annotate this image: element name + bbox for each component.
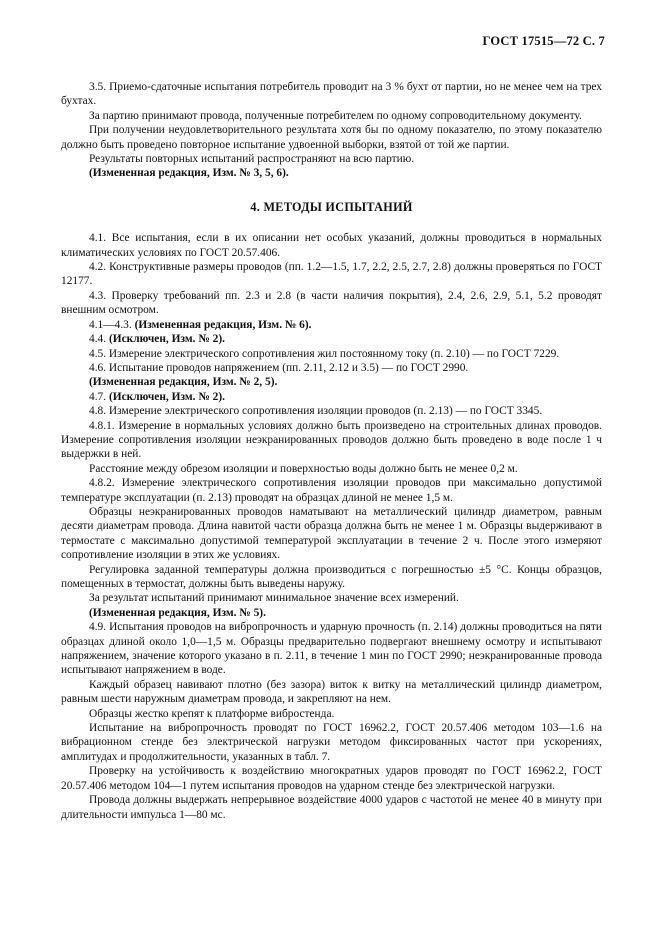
paragraph-4-3: 4.3. Проверку требований пп. 2.3 и 2.8 (в части наличия покрытия), 2.4, 2.6, 2.9, 5.1, 5.2 проводят внешним осмотром. (61, 289, 602, 317)
edition-note-5 (61, 606, 602, 620)
paragraph-4-8-1: 4.8.1. Измерение в нормальных условиях должно быть произведено на строительных длинах проводов. Измерение сопротивления изоляции неэкранированных проводов должно быть проведено в воде после 1 ч выдержки в ней. (61, 419, 602, 461)
excluded-note: (Исключен, Изм. № 2). (108, 390, 225, 403)
section-title: 4. МЕТОДЫ ИСПЫТАНИЙ (250, 199, 413, 214)
paragraph-4-1: 4.1. Все испытания, если в их описании нет особых указаний, должны проводиться в нормальных климатических условиях по ГОСТ 20.57.406. (61, 232, 602, 259)
paragraph-4-1-4-3-edit (61, 318, 602, 332)
paragraph-4-8: 4.8. Измерение электрического сопротивления изоляции проводов (п. 2.13) — по ГОСТ 3345. (89, 405, 543, 418)
clause-number: 4.7. (89, 390, 107, 403)
paragraph-samples: Образцы неэкранированных проводов наматывают на металлический цилиндр диаметром, равным десяти диаметрам провода. Длина навитой части образца должна быть не менее 1 м. Образцы выдерживают в термостате с максимально допустимой температурой эксплуатации в течение 2 ч. После этого измеряют сопротивление изоляции в этих же условиях. (61, 505, 602, 562)
edition-note-text: (Измененная редакция, Изм. № 2, 5). (89, 376, 278, 389)
paragraph-4-9: 4.9. Испытания проводов на вибропрочность и ударную прочность (п. 2.14) должны проводиться на пяти образцах длиной около 1,0—1,5 м. Образцы предварительно подвергают внешнему осмотру и испытывают напряжением, значение которого указано в п. 2.11, в течение 1 мин по ГОСТ 2990; неэкранированные провода испытывают напряжением в воде. (61, 621, 602, 677)
edition-note-text: (Измененная редакция, Изм. № 3, 5, 6). (89, 167, 289, 180)
paragraph-minimum: За результат испытаний принимают минимальное значение всех измерений. (89, 592, 459, 605)
paragraph-impact-test: Проверку на устойчивость к воздействию многократных ударов проводят по ГОСТ 16962.2, ГОСТ 20.57.406 методом 104—1 путем испытания проводов на ударном стенде без электрической нагрузки. (61, 765, 602, 792)
edition-note: (Измененная редакция, Изм. № 6). (134, 318, 312, 331)
paragraph-4-4 (61, 332, 602, 346)
page-header: ГОСТ 17515—72 С. 7 (482, 34, 605, 48)
edition-note-text: (Измененная редакция, Изм. № 5). (89, 606, 266, 619)
paragraph-fixing: Образцы жестко крепят к платформе вибростенда. (89, 707, 335, 720)
paragraph-distance: Расстояние между обрезом изоляции и поверхностью воды должно быть не менее 0,2 м. (89, 462, 518, 475)
paragraph-4-6: 4.6. Испытание проводов напряжением (пп. 2.11, 2.12 и 3.5) — по ГОСТ 2990. (89, 361, 469, 374)
paragraph-unsatisfactory: При получении неудовлетворительного результата хотя бы по одному показателю, по этому показателю должно быть проведено повторное испытание удвоенной выборки, взятой от той же партии. (61, 124, 602, 151)
paragraph-vibration-test: Испытание на вибропрочность проводят по ГОСТ 16962.2, ГОСТ 20.57.406 методом 103—1.6 на вибрационном стенде без электрической нагрузки методом фиксированных частот при ускорениях, амплитудах и продолжительности, указанных в табл. 7. (61, 722, 602, 763)
paragraph-3-5: 3.5. Приемо-сдаточные испытания потребитель проводит на 3 % бухт от партии, но не менее чем на трех бухтах. (61, 81, 602, 108)
edition-note-2-5 (61, 375, 602, 389)
paragraph-regulation: Регулировка заданной температуры должна производиться с погрешностью ±5 °С. Концы образцов, помещенных в термостат, должны быть выведены наружу. (61, 563, 602, 590)
paragraph-withstand: Провода должны выдержать непрерывное воздействие 4000 ударов с частотой не менее 40 в минуту при длительности импульса 1—80 мс. (61, 794, 602, 821)
paragraph-4-5: 4.5. Измерение электрического сопротивления жил постоянному току (п. 2.10) — по ГОСТ 7229. (89, 347, 560, 360)
document-body (61, 80, 602, 822)
paragraph-repeat-results: Результаты повторных испытаний распространяют на всю партию. (89, 153, 415, 166)
paragraph-4-2: 4.2. Конструктивные размеры проводов (пп. 1.2—1.5, 1.7, 2.2, 2.5, 2.7, 2.8) должны проверяться по ГОСТ 12177. (61, 261, 602, 288)
paragraph-batch: За партию принимают провода, полученные потребителем по одному сопроводительному документу. (89, 109, 582, 122)
paragraph-4-7 (61, 390, 602, 404)
excluded-note: (Исключен, Изм. № 2). (108, 333, 225, 346)
paragraph-4-8-2: 4.8.2. Измерение электрического сопротивления изоляции проводов при максимально допустимой температуре эксплуатации (п. 2.13) проводят на образцах длиной не менее 1,5 м. (61, 477, 602, 504)
paragraph-winding: Каждый образец навивают плотно (без зазора) виток к витку на металлический цилиндр диаметром, равным шести наружным диаметрам провода, и закрепляют на нем. (61, 678, 602, 706)
edition-note-3-5-6 (61, 166, 602, 180)
clause-number: 4.1—4.3. (89, 318, 132, 331)
clause-number: 4.4. (89, 333, 107, 346)
